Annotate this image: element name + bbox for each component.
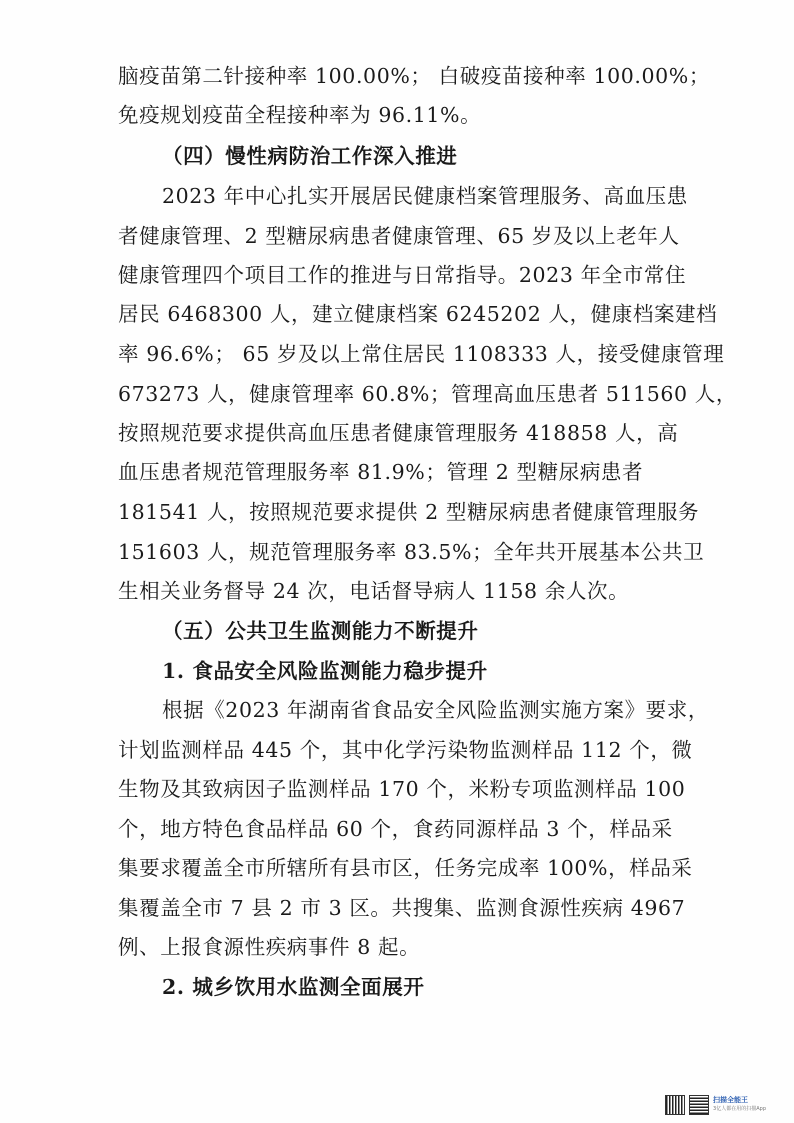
section-heading-4: （四）慢性病防治工作深入推进 (162, 144, 458, 168)
body-line-14: 生相关业务督导 24 次，电话督导病人 1158 余人次。 (118, 579, 630, 603)
body-line-23: 例、上报食源性疾病事件 8 起。 (118, 935, 421, 959)
scanner-brand (713, 1096, 766, 1114)
body-line-11: 血压患者规范管理服务率 81.9%；管理 2 型糖尿病患者 (118, 460, 644, 484)
scanner-brand-tagline: 3亿人都在用的扫描App (713, 1106, 766, 1112)
body-line-21: 集要求覆盖全市所辖所有县市区，任务完成率 100%，样品采 (118, 856, 693, 880)
body-line-19: 生物及其致病因子监测样品 170 个，米粉专项监测样品 100 (118, 777, 686, 801)
body-line-18: 计划监测样品 445 个，其中化学污染物监测样品 112 个，微 (118, 738, 693, 762)
body-line-5: 者健康管理、2 型糖尿病患者健康管理、65 岁及以上老年人 (118, 224, 680, 248)
body-line-4: 2023 年中心扎实开展居民健康档案管理服务、高血压患 (162, 184, 688, 208)
body-line-7: 居民 6468300 人，建立健康档案 6245202 人，健康档案建档 (118, 302, 718, 326)
scanner-watermark (665, 1095, 766, 1115)
body-line-1: 脑疫苗第二针接种率 100.00%； 白破疫苗接种率 100.00%； (118, 64, 710, 88)
subsection-heading-1: 1. 食品安全风险监测能力稳步提升 (162, 659, 488, 683)
body-line-6: 健康管理四个项目工作的推进与日常指导。2023 年全市常住 (118, 263, 687, 287)
body-line-13: 151603 人，规范管理服务率 83.5%；全年共开展基本公共卫 (118, 540, 705, 564)
body-line-12: 181541 人，按照规范要求提供 2 型糖尿病患者健康管理服务 (118, 500, 700, 524)
subsection-heading-2: 2. 城乡饮用水监测全面展开 (162, 975, 425, 999)
body-line-10: 按照规范要求提供高血压患者健康管理服务 418858 人，高 (118, 421, 679, 445)
body-line-22: 集覆盖全市 7 县 2 市 3 区。共搜集、监测食源性疾病 4967 (118, 896, 686, 920)
qr-code-icon (665, 1095, 685, 1115)
section-heading-5: （五）公共卫生监测能力不断提升 (162, 619, 479, 643)
body-line-9: 673273 人，健康管理率 60.8%；管理高血压患者 511560 人， (118, 382, 738, 406)
qr-code-icon (689, 1095, 709, 1115)
scanner-brand-name: 扫描全能王 (713, 1096, 749, 1104)
body-line-2: 免疫规划疫苗全程接种率为 96.11%。 (118, 103, 482, 127)
body-line-17: 根据《2023 年湖南省食品安全风险监测实施方案》要求， (162, 698, 709, 722)
body-line-20: 个，地方特色食品样品 60 个，食药同源样品 3 个，样品采 (118, 817, 673, 841)
body-line-8: 率 96.6%； 65 岁及以上常住居民 1108333 人，接受健康管理 (118, 342, 725, 366)
